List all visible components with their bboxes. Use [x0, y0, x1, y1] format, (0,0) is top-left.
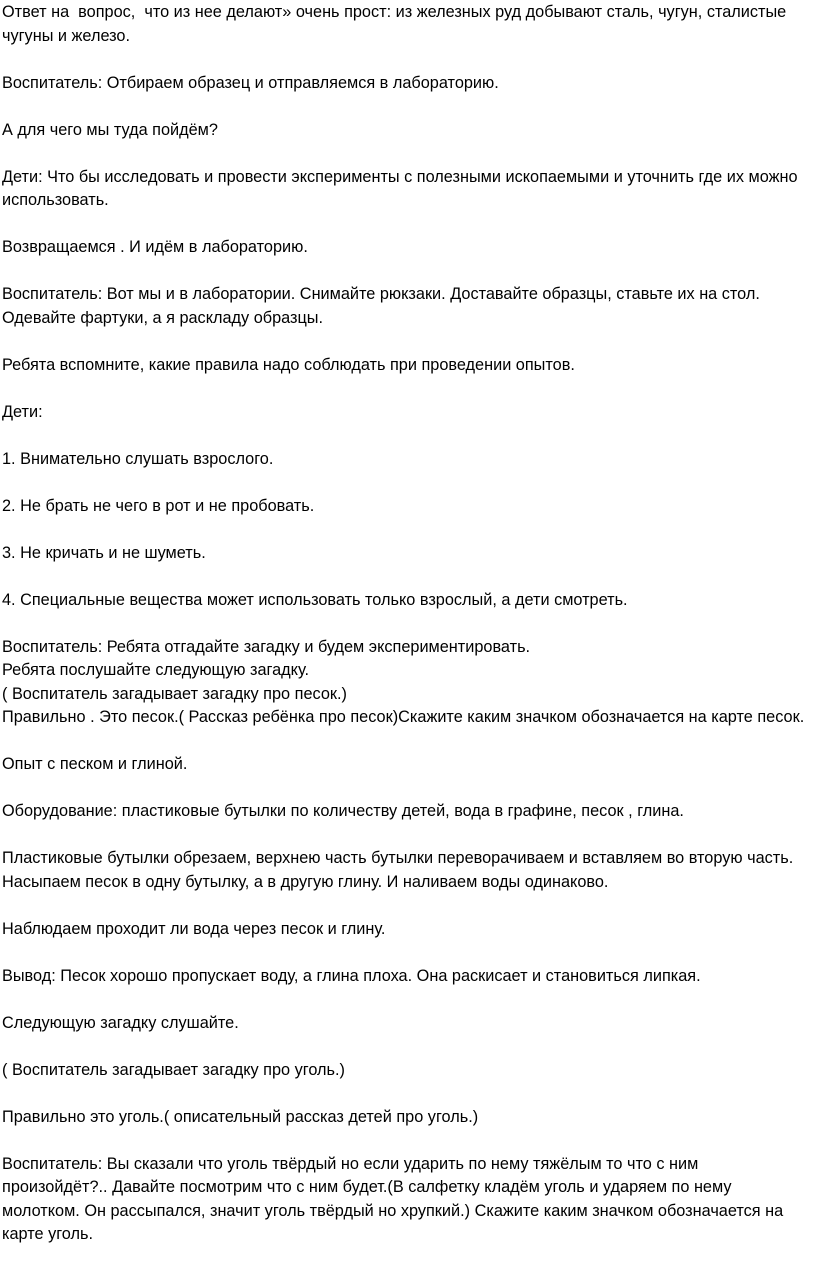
paragraph-riddle-intro: Воспитатель: Ребята отгадайте загадку и будем экспериментировать. [2, 637, 531, 656]
rule-item-1: 1. Внимательно слушать взрослого. [2, 449, 274, 468]
paragraph-children-answer: Дети: Что бы исследовать и провести эксперименты с полезными ископаемыми и уточнить где их можно использовать. [2, 167, 803, 209]
paragraph-sand-answer: Правильно . Это песок.( Рассказ ребёнка про песок)Скажите каким значком обозначается на карте песок. [2, 708, 805, 726]
paragraph-ore-products: Ответ на вопрос, что из нее делают» очень прост: из железных руд добывают сталь, чугун, сталистые чугуны и железо. [2, 3, 791, 45]
paragraph-return: Возвращаемся . И идём в лабораторию. [2, 238, 308, 256]
rule-item-3: 3. Не кричать и не шуметь. [2, 543, 206, 562]
paragraph-observe: Наблюдаем проходит ли вода через песок и глину. [2, 919, 386, 938]
paragraph-experiment-title: Опыт с песком и глиной. [2, 755, 188, 773]
paragraph-children-label: Дети: [2, 402, 43, 421]
paragraph-coal-riddle: ( Воспитатель загадывает загадку про уголь.) [2, 1060, 345, 1079]
paragraph-why-go: А для чего мы туда пойдём? [2, 120, 218, 139]
paragraph-rules-question: Ребята вспомните, какие правила надо соблюдать при проведении опытов. [2, 355, 575, 374]
paragraph-bottles: Пластиковые бутылки обрезаем, верхнею часть бутылки переворачиваем и вставляем во вторую часть. Насыпаем песок в одну бутылку, а в другую глину. И наливаем воды одинаково. [2, 849, 798, 891]
paragraph-next-riddle: Следующую загадку слушайте. [2, 1013, 239, 1032]
paragraph-coal-experiment: Воспитатель: Вы сказали что уголь твёрдый но если ударить по нему тяжёлым то что с ним произойдёт?.. Давайте посмотрим что с ним будет.(В салфетку кладём уголь и ударяем по нему молотком. Он рассыпался, значит уголь твёрдый но хрупкий.) Скажите каким значком обозначается на карте уголь. [2, 1154, 788, 1243]
paragraph-coal-answer: Правильно это уголь.( описательный рассказ детей про уголь.) [2, 1107, 479, 1126]
paragraph-conclusion: Вывод: Песок хорошо пропускает воду, а глина плоха. Она раскисает и становиться липкая. [2, 966, 701, 985]
paragraph-listen-riddle: Ребята послушайте следующую загадку. [2, 661, 310, 679]
paragraph-select-sample: Воспитатель: Отбираем образец и отправляемся в лабораторию. [2, 73, 499, 92]
paragraph-in-lab: Воспитатель: Вот мы и в лаборатории. Снимайте рюкзаки. Доставайте образцы, ставьте их на стол. Одевайте фартуки, а я раскладу образцы. [2, 285, 765, 327]
rule-item-2: 2. Не брать не чего в рот и не пробовать. [2, 496, 315, 515]
paragraph-sand-riddle: ( Воспитатель загадывает загадку про песок.) [2, 684, 347, 703]
rule-item-4: 4. Специальные вещества может использовать только взрослый, а дети смотреть. [2, 590, 628, 609]
paragraph-equipment: Оборудование: пластиковые бутылки по количеству детей, вода в графине, песок , глина. [2, 802, 684, 820]
